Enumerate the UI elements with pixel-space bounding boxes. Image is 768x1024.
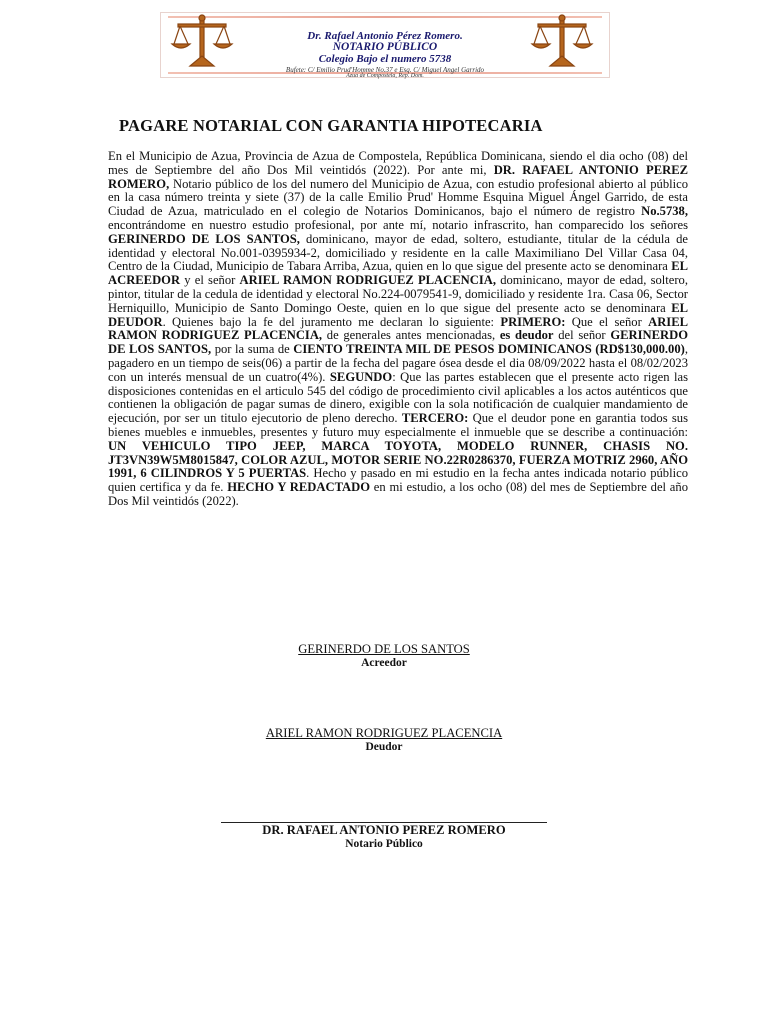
scales-of-justice-icon (170, 14, 234, 70)
body-text-run: Notario público de los del numero del Municipio de Azua, con estudio profesional abierto al público en la casa número treinta y siete (37) de la calle Emilio Prud' Homme Esquina Miguel Ángel Garrido, de esta Ciudad de Azua, matriculado en el colegio de Notarios Dominicanos, bajo el número de registro (108, 176, 688, 219)
body-text-run: , pagadero en un tiempo de seis(06) a partir de la fecha del pagare ósea desde el dia 08/09/2022 hasta el 08/02/2023 con un interés mensual de un cuatro(4%). (108, 342, 688, 384)
creditor-signature-block (0, 642, 768, 669)
letterhead-notary-name: Dr. Rafael Antonio Pérez Romero. (307, 30, 463, 42)
body-text-run: : Que las partes establecen que el presente acto rigen las disposiciones contenidas en el articulo 545 del código de procedimiento civil aplicables a los actos auténticos que contienen la obligación de pagar sumas de dinero, exigible con la sola notificación de cualquier mandamiento de ejecución, por ser un titulo ejecutorio de pleno derecho. (108, 369, 689, 426)
body-bold-run: No.5738, (641, 204, 688, 219)
body-text-run: . Quienes bajo la fe del juramento me declaran lo siguiente: (162, 314, 501, 329)
body-bold-run: ARIEL RAMON RODRIGUEZ PLACENCIA, (239, 273, 496, 288)
body-text-run: dominicano, mayor de edad, soltero, pintor, titular de la cedula de identidad y electoral No.224-0079541-9, domiciliado y residente 1ra. Casa 06, Sector Herniquillo, Municipio de Santo Domingo Oeste, quien en lo que sigue del presente acto se denominara (108, 273, 689, 315)
body-text-run: y el señor (180, 273, 240, 288)
body-bold-run: UN VEHICULO TIPO JEEP, MARCA TOYOTA, MODELO RUNNER, CHASIS NO. JT3VN39W5M8015847, COLOR AZUL, MOTOR SERIE NO.22R0286370, FUERZA MOTRIZ 2960, AÑO 1991, 6 CILINDROS Y 5 PUERTAS (108, 438, 688, 481)
debtor-signature-block (0, 726, 768, 753)
creditor-name: GERINERDO DE LOS SANTOS (298, 642, 470, 656)
debtor-role: Deudor (365, 741, 403, 753)
letterhead-address-line1: Bufete: C/ Emilio Prud'Homme No.37 e Esq. C/ Miguel Angel Garrido (285, 66, 485, 74)
body-text-run: del señor (553, 328, 611, 343)
body-bold-run: ARIEL RAMON RODRIGUEZ PLACENCIA, (108, 314, 688, 343)
body-bold-run: PRIMERO: (500, 314, 566, 329)
body-text-run: encontrándome en nuestro estudio profesional, por ante mí, notario infrascrito, han comparecido los señores (108, 217, 688, 232)
body-bold-run: HECHO Y REDACTADO (227, 480, 371, 495)
body-bold-run: GERINERDO DE LOS SANTOS, (108, 231, 300, 246)
body-text-run: Que el señor (565, 314, 649, 329)
body-bold-run: SEGUNDO (329, 369, 393, 384)
letterhead-colegio: Colegio Bajo el numero 5738 (318, 53, 452, 65)
body-bold-run: EL DEUDOR (108, 300, 688, 329)
document-body (108, 150, 688, 509)
body-bold-run: es deudor (499, 328, 554, 343)
body-text-run: en mi estudio, a los ocho (08) del mes de Septiembre del año Dos Mil veintidós (2022). (108, 480, 688, 508)
body-text-run: . Hecho y pasado en mi estudio en la fecha antes indicada notario público quien certifica y da fe. (108, 466, 688, 495)
body-text-run: de generales antes mencionadas, (322, 328, 500, 343)
notary-role: Notario Público (345, 838, 423, 850)
body-bold-run: GERINERDO DE LOS SANTOS, (108, 328, 688, 357)
body-text-run: En el Municipio de Azua, Provincia de Azua de Compostela, República Dominicana, siendo el dia ocho (08) del mes de Septiembre del año Dos Mil veintidós (2022). Por ante mi, (108, 149, 688, 177)
body-text-run: dominicano, mayor de edad, soltero, estudiante, titular de la cédula de identidad y electoral No.001-0395934-2, domiciliado y residente en la calle Maximiliano Del Villar Casa 04, Centro de la Ciudad, Municipio de Tabara Arriba, Azua, quien en lo que sigue del presente acto se denominara (108, 231, 688, 274)
notary-signature-block (0, 823, 768, 850)
body-bold-run: TERCERO: (401, 411, 469, 426)
document-title: PAGARE NOTARIAL CON GARANTIA HIPOTECARIA (119, 116, 543, 135)
scales-of-justice-icon (530, 14, 594, 70)
creditor-role: Acreedor (361, 657, 407, 669)
body-bold-run: DR. RAFAEL ANTONIO PEREZ ROMERO, (108, 162, 689, 191)
body-text-run: por la suma de (211, 342, 294, 357)
notary-name: DR. RAFAEL ANTONIO PEREZ ROMERO (262, 823, 506, 837)
body-bold-run: CIENTO TREINTA MIL DE PESOS DOMINICANOS (RD$130,000.00) (293, 342, 685, 357)
letterhead-address-line2: Azua de Compostela, Rep. Dom. (346, 73, 424, 79)
body-text-run: Que el deudor pone en garantia todos sus bienes muebles e inmuebles, presentes y futuro muy especialmente el inmueble que se describe a continuación: (108, 411, 688, 439)
body-bold-run: EL ACREEDOR (108, 259, 688, 288)
letterhead-notary-title: NOTARIO PÚBLICO (332, 41, 438, 53)
debtor-name: ARIEL RAMON RODRIGUEZ PLACENCIA (265, 726, 503, 740)
